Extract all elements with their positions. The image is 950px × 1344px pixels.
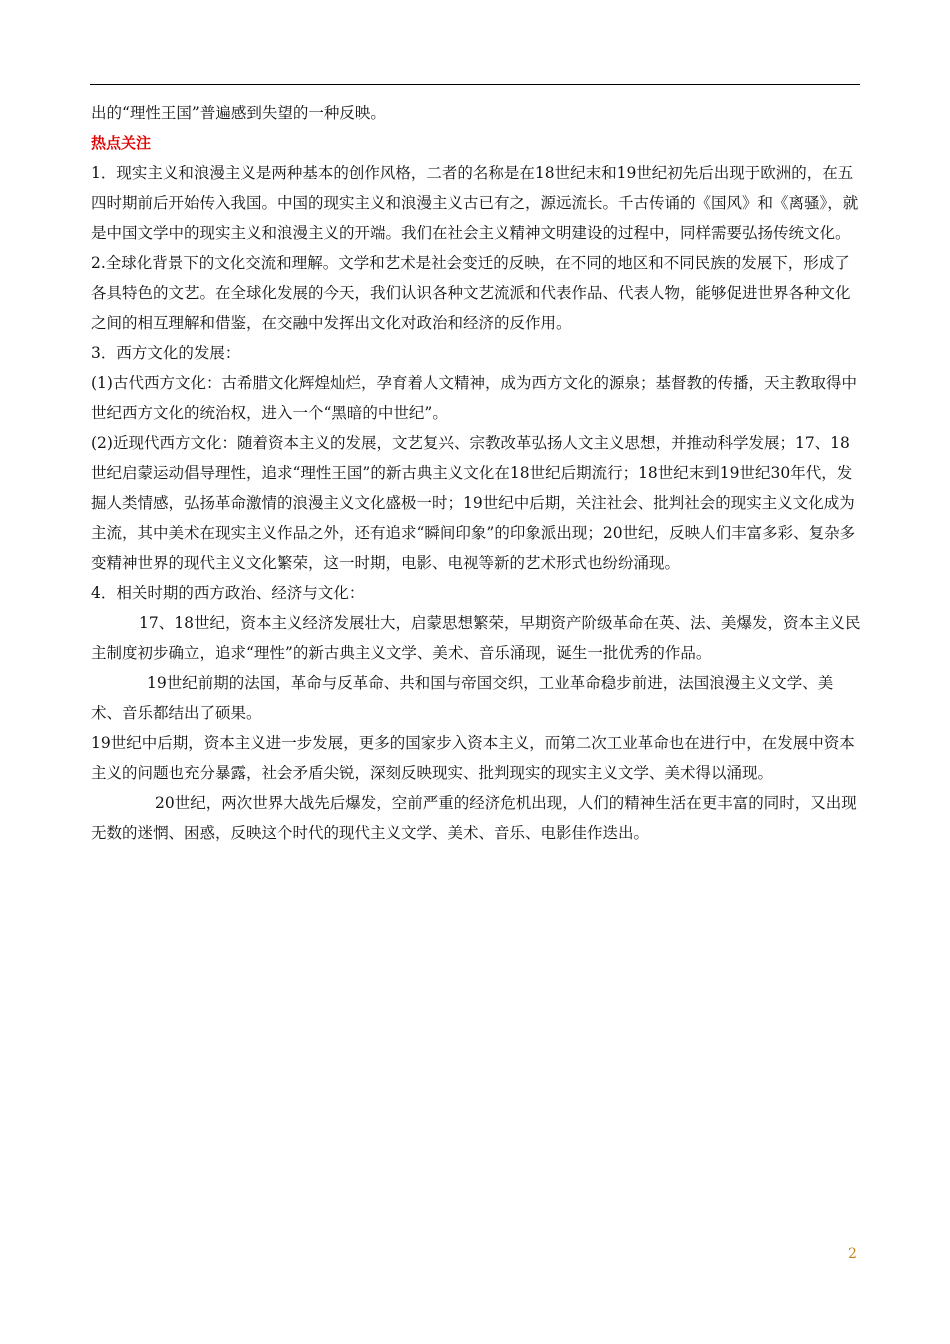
header-rule <box>90 84 860 85</box>
document-body <box>91 98 861 848</box>
page-number: 2 <box>848 1246 857 1262</box>
point-3-heading: 3．西方文化的发展： <box>91 344 241 362</box>
section-heading-hotspot: 热点关注 <box>91 134 152 152</box>
period-late-19-century-paragraph: 19世纪中后期，资本主义进一步发展，更多的国家步入资本主义，而第二次工业革命也在进行中，在发展中资本主义的问题也充分暴露，社会矛盾尖锐，深刻反映现实、批判现实的现实主义文学、美术得以涌现。 <box>91 734 855 782</box>
point-2-paragraph: 2.全球化背景下的文化交流和理解。文学和艺术是社会变迁的反映，在不同的地区和不同民族的发展下，形成了各具特色的文艺。在全球化发展的今天，我们认识各种文艺流派和代表作品、代表人物，能够促进世界各种文化之间的相互理解和借鉴，在交融中发挥出文化对政治和经济的反作用。 <box>91 254 851 332</box>
point-1-paragraph: 1．现实主义和浪漫主义是两种基本的创作风格，二者的名称是在18世纪末和19世纪初先后出现于欧洲的，在五四时期前后开始传入我国。中国的现实主义和浪漫主义古已有之，源远流长。千古传诵的《国风》和《离骚》，就是中国文学中的现实主义和浪漫主义的开端。我们在社会主义精神文明建设的过程中，同样需要弘扬传统文化。 <box>91 164 859 242</box>
period-early-19-century-paragraph: 19世纪前期的法国，革命与反革命、共和国与帝国交织，工业革命稳步前进，法国浪漫主义文学、美术、音乐都结出了硕果。 <box>91 674 834 722</box>
point-3-modern-paragraph: (2)近现代西方文化：随着资本主义的发展，文艺复兴、宗教改革弘扬人文主义思想，并推动科学发展；17、18世纪启蒙运动倡导理性，追求“理性王国”的新古典主义文化在18世纪后期流行；18世纪末到19世纪30年代，发掘人类情感，弘扬革命激情的浪漫主义文化盛极一时；19世纪中后期，关注社会、批判社会的现实主义文化成为主流，其中美术在现实主义作品之外，还有追求“瞬间印象”的印象派出现；20世纪，反映人们丰富多彩、复杂多变精神世界的现代主义文化繁荣，这一时期，电影、电视等新的艺术形式也纷纷涌现。 <box>91 434 856 572</box>
point-4-heading: 4．相关时期的西方政治、经济与文化： <box>91 584 365 602</box>
point-3-ancient-paragraph: (1)古代西方文化：古希腊文化辉煌灿烂，孕育着人文精神，成为西方文化的源泉；基督教的传播，天主教取得中世纪西方文化的统治权，进入一个“黑暗的中世纪”。 <box>91 374 857 422</box>
period-20-century-paragraph: 20世纪，两次世界大战先后爆发，空前严重的经济危机出现，人们的精神生活在更丰富的同时，又出现无数的迷惘、困惑，反映这个时代的现代主义文学、美术、音乐、电影佳作迭出。 <box>91 794 857 842</box>
period-17-18-century-paragraph: 17、18世纪，资本主义经济发展壮大，启蒙思想繁荣，早期资产阶级革命在英、法、美爆发，资本主义民主制度初步确立，追求“理性”的新古典主义文学、美术、音乐涌现，诞生一批优秀的作品。 <box>91 614 861 662</box>
continuation-paragraph: 出的“理性王国”普遍感到失望的一种反映。 <box>91 104 386 122</box>
